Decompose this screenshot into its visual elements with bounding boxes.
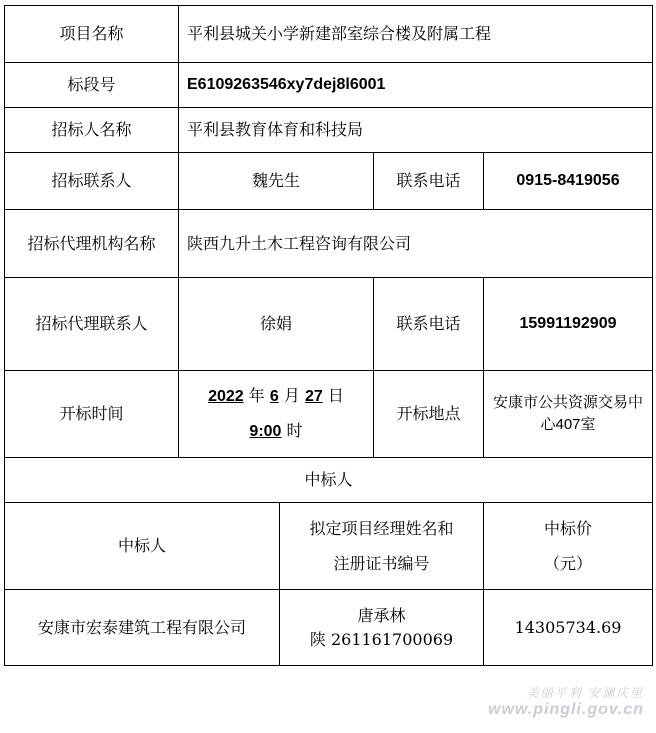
label-agency-phone: 联系电话 [374, 278, 484, 371]
value-tenderer: 平利县教育体育和科技局 [179, 108, 653, 153]
opening-hour-unit: 时 [286, 421, 303, 440]
row-tenderer [5, 108, 653, 153]
label-opening-time: 开标时间 [5, 371, 179, 458]
head-manager [280, 503, 484, 590]
value-opening-place: 安康市公共资源交易中心407室 [484, 371, 653, 458]
watermark-slogan: 美丽平利 安澜庆里 [526, 686, 644, 700]
value-price: 14305734.69 [484, 590, 653, 666]
manager-name: 唐承林 [357, 605, 406, 625]
label-project-name: 项目名称 [5, 6, 179, 63]
label-opening-place: 开标地点 [374, 371, 484, 458]
row-agency [5, 210, 653, 278]
value-agency-phone: 15991192909 [484, 278, 653, 371]
opening-hour: 9:00 [249, 423, 282, 440]
row-agency-contact [5, 278, 653, 371]
opening-month: 6 [269, 388, 279, 406]
row-tenderer-contact [5, 153, 653, 210]
value-project-name: 平利县城关小学新建部室综合楼及附属工程 [179, 6, 653, 63]
label-section-no: 标段号 [5, 63, 179, 108]
row-winner-values [5, 590, 653, 666]
label-agency-contact: 招标代理联系人 [5, 278, 179, 371]
opening-year-unit: 年 [248, 386, 265, 406]
head-price-line2: （元） [544, 554, 593, 573]
value-tenderer-phone: 0915-8419056 [484, 153, 653, 210]
site-watermark [488, 684, 644, 719]
head-manager-line2: 注册证书编号 [333, 554, 430, 573]
label-tenderer-contact: 招标联系人 [5, 153, 179, 210]
row-winner-title [5, 458, 653, 503]
row-section-no [5, 63, 653, 108]
opening-date [183, 379, 369, 414]
label-tenderer: 招标人名称 [5, 108, 179, 153]
head-manager-line1: 拟定项目经理姓名和 [309, 518, 454, 538]
head-winner: 中标人 [5, 503, 280, 590]
head-price-line1: 中标价 [544, 518, 593, 538]
value-manager [280, 590, 484, 666]
value-section-no: E6109263546xy7dej8l6001 [179, 63, 653, 108]
head-price [484, 503, 653, 590]
label-tenderer-phone: 联系电话 [374, 153, 484, 210]
value-opening-time [179, 371, 374, 458]
manager-cert: 陕 261161700069 [309, 629, 454, 649]
winner-section-title: 中标人 [5, 458, 653, 503]
row-winner-header [5, 503, 653, 590]
row-project-name [5, 6, 653, 63]
opening-day-unit: 日 [327, 386, 344, 406]
opening-clock [183, 414, 369, 449]
value-tenderer-contact: 魏先生 [179, 153, 374, 210]
value-agency-contact: 徐娟 [179, 278, 374, 371]
value-agency: 陕西九升土木工程咨询有限公司 [179, 210, 653, 278]
row-opening [5, 371, 653, 458]
value-winner: 安康市宏泰建筑工程有限公司 [5, 590, 280, 666]
opening-day: 27 [305, 388, 323, 406]
watermark-url: www.pingli.gov.cn [488, 701, 644, 718]
bid-result-table [4, 5, 653, 666]
opening-month-unit: 月 [283, 386, 300, 406]
label-agency: 招标代理机构名称 [5, 210, 179, 278]
opening-year: 2022 [208, 388, 244, 406]
